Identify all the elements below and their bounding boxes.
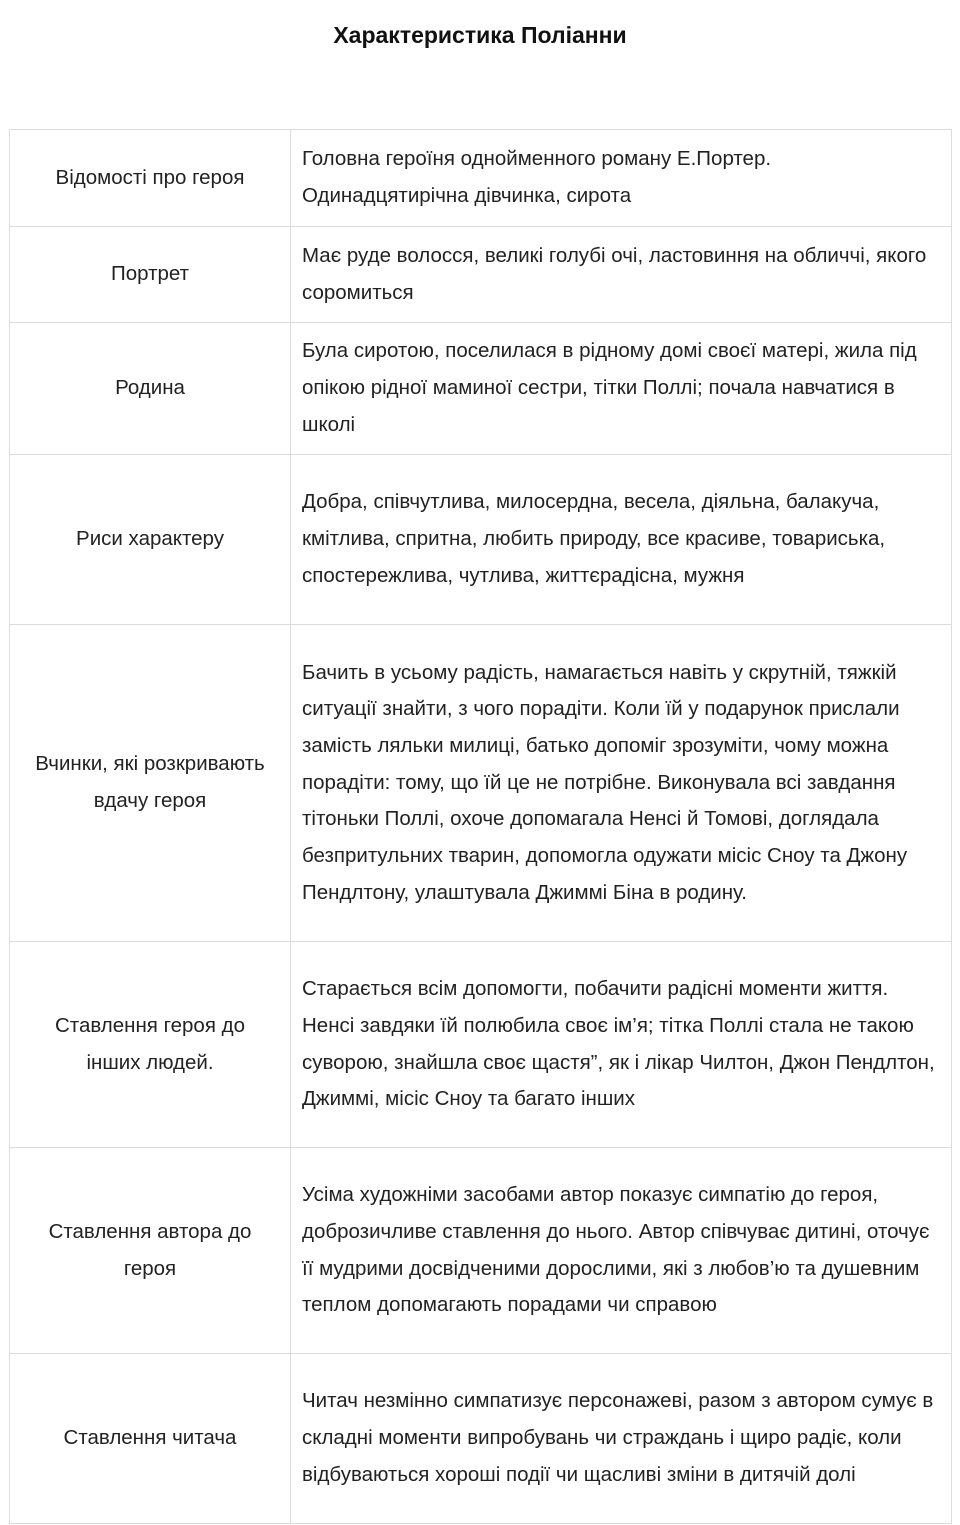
row-label: Портрет bbox=[10, 227, 291, 323]
page-title: Характеристика Поліанни bbox=[333, 22, 627, 48]
table-row bbox=[10, 130, 952, 227]
table-row bbox=[10, 1354, 952, 1524]
table-row bbox=[10, 227, 952, 323]
row-description: Головна героїня однойменного роману Е.Портер. Одинадцятирічна дівчинка, сирота bbox=[291, 130, 952, 227]
row-label: Родина bbox=[10, 323, 291, 455]
character-table bbox=[9, 129, 952, 1524]
table-row bbox=[10, 323, 952, 455]
row-label: Ставлення автора до героя bbox=[10, 1148, 291, 1354]
table-row bbox=[10, 1148, 952, 1354]
row-description: Була сиротою, поселилася в рідному домі своєї матері, жила під опікою рідної маминої сестри, тітки Поллі; почала навчатися в школі bbox=[291, 323, 952, 455]
table-row bbox=[10, 455, 952, 625]
row-description: Має руде волосся, великі голубі очі, ластовиння на обличчі, якого соромиться bbox=[291, 227, 952, 323]
row-description: Читач незмінно симпатизує персонажеві, разом з автором сумує в складні моменти випробувань чи страждань і щиро радіє, коли відбуваються хороші події чи щасливі зміни в дитячій долі bbox=[291, 1354, 952, 1524]
row-description: Усіма художніми засобами автор показує симпатію до героя, доброзичливе ставлення до нього. Автор співчуває дитині, оточує її мудрими досвідченими дорослими, які з любов’ю та душевним теплом допомагають порадами чи справою bbox=[291, 1148, 952, 1354]
row-label: Ставлення читача bbox=[10, 1354, 291, 1524]
table-row bbox=[10, 625, 952, 942]
row-description: Добра, співчутлива, милосердна, весела, діяльна, балакуча, кмітлива, спритна, любить природу, все красиве, товариська, спостережлива, чутлива, життєрадісна, мужня bbox=[291, 455, 952, 625]
row-description: Бачить в усьому радість, намагається навіть у скрутній, тяжкій ситуації знайти, з чого порадіти. Коли їй у подарунок прислали замість ляльки милиці, батько допоміг зрозуміти, чому можна порадіти: тому, що їй це не потрібне. Виконувала всі завдання тітоньки Поллі, охоче допомагала Ненсі й Томові, доглядала безпритульних тварин, допомогла одужати місіс Сноу та Джону Пендлтону, улаштувала Джиммі Біна в родину. bbox=[291, 625, 952, 942]
row-label: Риси характеру bbox=[10, 455, 291, 625]
row-label: Вчинки, які розкривають вдачу героя bbox=[10, 625, 291, 942]
row-label: Відомості про героя bbox=[10, 130, 291, 227]
row-description: Старається всім допомогти, побачити радісні моменти життя. Ненсі завдяки їй полюбила своє ім’я; тітка Поллі стала не такою суворою, знайшла своє щастя”, як і лікар Чилтон, Джон Пендлтон, Джиммі, місіс Сноу та багато інших bbox=[291, 942, 952, 1148]
table-row bbox=[10, 942, 952, 1148]
row-label: Ставлення героя до інших людей. bbox=[10, 942, 291, 1148]
